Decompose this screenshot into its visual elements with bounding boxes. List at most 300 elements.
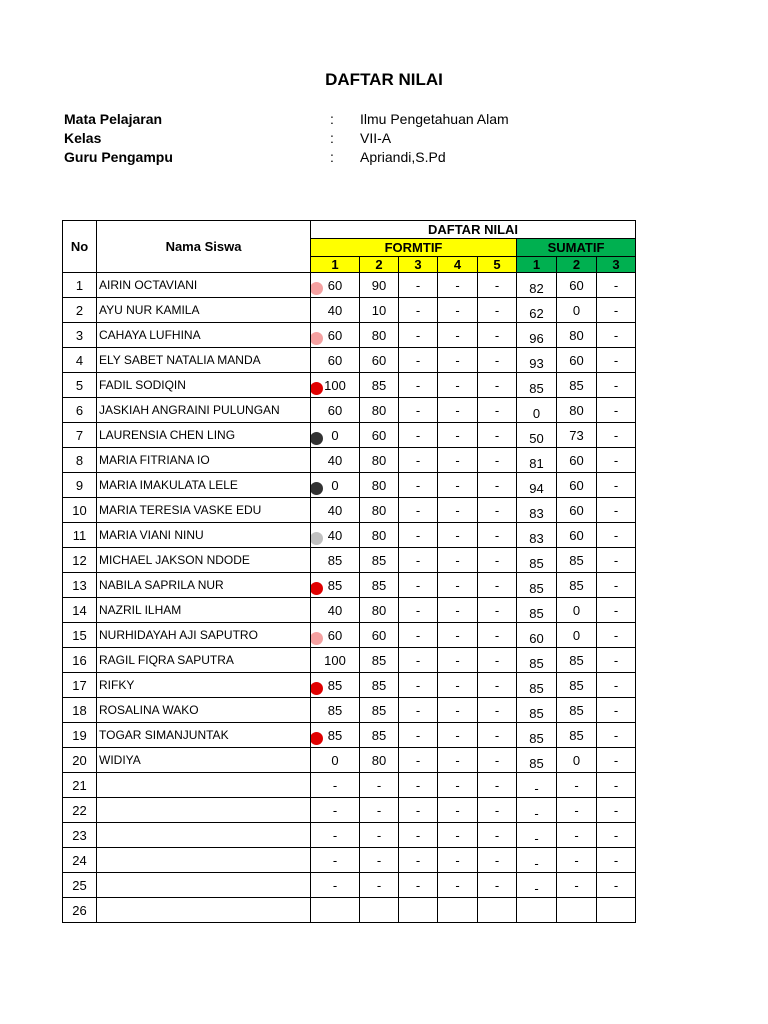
- student-name-text: NURHIDAYAH AJI SAPUTRO: [99, 628, 258, 642]
- formtif-score-5-text: -: [494, 652, 500, 668]
- sumatif-score-3-text: -: [613, 302, 619, 318]
- sumatif-score-3-text: -: [613, 652, 619, 668]
- formtif-score-2-text: 85: [371, 677, 387, 693]
- marker-dot: [311, 582, 324, 595]
- formtif-score-5: [478, 348, 517, 373]
- row-number: [63, 573, 97, 598]
- sumatif-score-2: [557, 748, 597, 773]
- table-row: [63, 623, 636, 648]
- sumatif-score-1-text: 60: [529, 630, 544, 646]
- sumatif-score-1-text: 82: [529, 280, 544, 296]
- formtif-score-1-text: 85: [327, 677, 343, 693]
- formtif-score-1: [311, 898, 360, 923]
- formtif-score-1: [311, 548, 360, 573]
- formtif-score-3-text: -: [415, 377, 421, 393]
- marker-dot: [311, 332, 324, 345]
- formtif-score-2-text: 85: [371, 577, 387, 593]
- student-name: [97, 473, 311, 498]
- formtif-score-5-text: -: [494, 502, 500, 518]
- student-name: [97, 723, 311, 748]
- row-number: [63, 723, 97, 748]
- sumatif-score-2-text: 80: [569, 327, 584, 343]
- formtif-score-4: [438, 448, 478, 473]
- formtif-score-3-text: -: [415, 402, 421, 418]
- student-name: [97, 773, 311, 798]
- sumatif-score-2: [557, 648, 597, 673]
- sumatif-score-2: [557, 473, 597, 498]
- formtif-score-3-text: -: [415, 427, 421, 443]
- formtif-score-5: [478, 398, 517, 423]
- sumatif-score-3: [597, 423, 636, 448]
- formtif-score-4-text: -: [455, 277, 460, 293]
- row-number: [63, 523, 97, 548]
- formtif-score-3-text: -: [415, 877, 421, 893]
- sumatif-score-3: [597, 548, 636, 573]
- formtif-score-3-text: -: [415, 302, 421, 318]
- formtif-score-1: [311, 723, 360, 748]
- formtif-score-5-text: -: [494, 727, 500, 743]
- formtif-score-4: [438, 298, 478, 323]
- sumatif-score-1-text: 83: [529, 505, 544, 521]
- formtif-score-5: [478, 548, 517, 573]
- student-name: [97, 598, 311, 623]
- student-name-text: RAGIL FIQRA SAPUTRA: [99, 653, 234, 667]
- formtif-score-5-text: -: [494, 527, 500, 543]
- student-name: [97, 448, 311, 473]
- table-row: [63, 573, 636, 598]
- formtif-score-1-text: 40: [327, 527, 343, 543]
- sumatif-score-3-text: -: [613, 402, 619, 418]
- sumatif-score-3-text: -: [613, 752, 619, 768]
- formtif-score-4-text: -: [455, 702, 460, 718]
- sumatif-score-2-text: 85: [569, 377, 584, 393]
- student-name: [97, 698, 311, 723]
- student-name: [97, 673, 311, 698]
- sumatif-score-2: [557, 498, 597, 523]
- formtif-score-1: [311, 748, 360, 773]
- formtif-score-4: [438, 873, 478, 898]
- formtif-score-2-text: -: [376, 802, 382, 818]
- formtif-score-4-text: -: [455, 652, 460, 668]
- formtif-score-3-text: -: [415, 652, 421, 668]
- row-number: [63, 373, 97, 398]
- sumatif-score-2: [557, 423, 597, 448]
- row-number: [63, 423, 97, 448]
- sumatif-score-2-text: 85: [569, 652, 584, 668]
- formtif-score-1-text: 100: [324, 652, 346, 668]
- sumatif-score-1-text: -: [534, 830, 539, 846]
- formtif-score-4-text: -: [455, 752, 460, 768]
- formtif-score-2: [360, 823, 399, 848]
- formtif-score-2-text: -: [376, 877, 382, 893]
- student-name: [97, 873, 311, 898]
- formtif-score-1-text: 0: [331, 427, 339, 443]
- student-name-text: AIRIN OCTAVIANI: [99, 278, 198, 292]
- formtif-score-5-text: -: [494, 327, 500, 343]
- formtif-score-4: [438, 848, 478, 873]
- formtif-score-2-text: -: [376, 852, 382, 868]
- formtif-score-5-text: -: [494, 277, 500, 293]
- formtif-score-2-text: 85: [371, 652, 387, 668]
- sumatif-score-1-text: 85: [529, 755, 544, 771]
- sumatif-score-2-text: 0: [572, 627, 581, 643]
- student-name-text: MICHAEL JAKSON NDODE: [99, 553, 250, 567]
- formtif-score-1: [311, 698, 360, 723]
- formtif-score-1-text: -: [332, 877, 338, 893]
- formtif-score-1: [311, 523, 360, 548]
- student-name: [97, 798, 311, 823]
- formtif-score-2-text: -: [376, 777, 382, 793]
- formtif-score-1: [311, 798, 360, 823]
- formtif-score-4-text: -: [455, 677, 460, 693]
- sumatif-score-2-text: -: [574, 877, 579, 893]
- sumatif-col-3: 3: [597, 257, 636, 273]
- sumatif-score-2: [557, 373, 597, 398]
- formtif-score-1-text: 40: [327, 452, 343, 468]
- formtif-score-5: [478, 873, 517, 898]
- formtif-score-2: [360, 273, 399, 298]
- formtif-score-4: [438, 823, 478, 848]
- sumatif-score-3-text: -: [613, 877, 619, 893]
- student-name: [97, 273, 311, 298]
- row-number: [63, 873, 97, 898]
- formtif-score-1: [311, 448, 360, 473]
- formtif-score-3-text: -: [415, 777, 421, 793]
- sumatif-score-2-text: 0: [572, 302, 581, 318]
- sumatif-score-3: [597, 623, 636, 648]
- sumatif-score-2: [557, 398, 597, 423]
- sumatif-score-3: [597, 673, 636, 698]
- formtif-score-4: [438, 748, 478, 773]
- sumatif-score-1-text: 81: [529, 455, 544, 471]
- formtif-score-1-text: 60: [327, 277, 343, 293]
- formtif-score-3: [399, 873, 438, 898]
- formtif-score-1: [311, 348, 360, 373]
- formtif-score-5-text: -: [494, 577, 500, 593]
- formtif-score-2: [360, 648, 399, 673]
- sumatif-score-3: [597, 348, 636, 373]
- sumatif-score-2: [557, 598, 597, 623]
- formtif-score-5-text: -: [494, 852, 500, 868]
- sumatif-score-2-text: 60: [569, 277, 584, 293]
- row-number: [63, 823, 97, 848]
- row-number-text: 4: [75, 352, 84, 368]
- sumatif-score-2: [557, 873, 597, 898]
- formtif-score-3: [399, 748, 438, 773]
- formtif-score-3-text: -: [415, 827, 421, 843]
- sumatif-score-2: [557, 523, 597, 548]
- formtif-score-1-text: 85: [327, 577, 343, 593]
- formtif-score-2: [360, 673, 399, 698]
- table-row: [63, 748, 636, 773]
- formtif-score-2: [360, 323, 399, 348]
- row-number-text: 21: [72, 777, 87, 793]
- sumatif-score-3: [597, 273, 636, 298]
- formtif-score-5-text: -: [494, 602, 500, 618]
- formtif-col-2: 2: [360, 257, 399, 273]
- formtif-score-5: [478, 648, 517, 673]
- name-header: Nama Siswa: [97, 221, 311, 273]
- student-name: [97, 648, 311, 673]
- formtif-score-2: [360, 598, 399, 623]
- sumatif-score-2-text: 60: [569, 527, 584, 543]
- sumatif-score-2-text: -: [574, 827, 579, 843]
- formtif-score-3: [399, 323, 438, 348]
- formtif-score-3-text: -: [415, 627, 421, 643]
- formtif-score-2: [360, 523, 399, 548]
- sumatif-score-1-text: 85: [529, 730, 544, 746]
- sumatif-score-3-text: -: [613, 602, 619, 618]
- formtif-score-4-text: -: [455, 352, 460, 368]
- formtif-score-4: [438, 623, 478, 648]
- formtif-score-3: [399, 273, 438, 298]
- row-number: [63, 548, 97, 573]
- row-number-text: 5: [75, 377, 84, 393]
- formtif-score-5-text: -: [494, 352, 500, 368]
- student-name: [97, 373, 311, 398]
- sumatif-score-1: [517, 773, 557, 798]
- student-name-text: CAHAYA LUFHINA: [99, 328, 201, 342]
- formtif-score-2-text: 80: [371, 502, 387, 518]
- sumatif-score-1: [517, 573, 557, 598]
- formtif-score-1: [311, 273, 360, 298]
- table-row: [63, 423, 636, 448]
- formtif-score-1-text: 85: [327, 727, 343, 743]
- formtif-score-1: [311, 598, 360, 623]
- row-number-text: 15: [72, 627, 87, 643]
- sumatif-score-3: [597, 723, 636, 748]
- row-number-text: 13: [72, 577, 87, 593]
- formtif-score-3-text: -: [415, 727, 421, 743]
- student-name-text: FADIL SODIQIN: [99, 378, 186, 392]
- formtif-score-5: [478, 573, 517, 598]
- formtif-col-3: 3: [399, 257, 438, 273]
- formtif-score-4: [438, 273, 478, 298]
- sumatif-score-1: [517, 873, 557, 898]
- student-name-text: MARIA IMAKULATA LELE: [99, 478, 238, 492]
- table-row: [63, 723, 636, 748]
- formtif-score-3: [399, 548, 438, 573]
- formtif-score-5: [478, 323, 517, 348]
- student-name-text: NAZRIL ILHAM: [99, 603, 182, 617]
- sumatif-score-1-text: 96: [529, 330, 544, 346]
- sumatif-score-1-text: 94: [529, 480, 544, 496]
- formtif-score-1-text: 60: [327, 402, 343, 418]
- sumatif-score-2-text: -: [574, 802, 579, 818]
- formtif-score-2-text: 80: [371, 327, 387, 343]
- sumatif-score-1: [517, 498, 557, 523]
- student-name: [97, 898, 311, 923]
- row-number-text: 14: [72, 602, 87, 618]
- sumatif-score-3: [597, 323, 636, 348]
- formtif-score-4: [438, 373, 478, 398]
- sumatif-score-2-text: 60: [569, 352, 584, 368]
- student-name-text: AYU NUR KAMILA: [99, 303, 200, 317]
- sumatif-score-1-text: 93: [529, 355, 544, 371]
- sumatif-score-3: [597, 823, 636, 848]
- table-row: [63, 473, 636, 498]
- formtif-score-3: [399, 348, 438, 373]
- formtif-score-2: [360, 398, 399, 423]
- formtif-score-4-text: -: [455, 827, 460, 843]
- row-number-text: 24: [72, 852, 87, 868]
- formtif-score-2-text: 10: [371, 302, 387, 318]
- formtif-score-5-text: -: [494, 752, 500, 768]
- sumatif-score-1-text: -: [534, 880, 539, 896]
- formtif-score-1-text: 40: [327, 602, 343, 618]
- sumatif-score-1: [517, 373, 557, 398]
- row-number-text: 22: [72, 802, 87, 818]
- page-title: DAFTAR NILAI: [325, 70, 443, 89]
- student-name: [97, 848, 311, 873]
- sumatif-score-1: [517, 623, 557, 648]
- formtif-col-1: 1: [311, 257, 360, 273]
- formtif-score-3-text: -: [415, 702, 421, 718]
- row-number: [63, 673, 97, 698]
- info-value-guru-pengampu: Apriandi,S.Pd: [360, 149, 446, 165]
- row-number-text: 17: [72, 677, 87, 693]
- sumatif-score-3: [597, 898, 636, 923]
- formtif-score-4-text: -: [455, 477, 460, 493]
- marker-dot: [311, 282, 324, 295]
- formtif-score-2: [360, 573, 399, 598]
- info-colon: :: [330, 149, 334, 165]
- grades-table: [62, 220, 636, 923]
- formtif-score-2-text: 90: [371, 277, 387, 293]
- row-number: [63, 798, 97, 823]
- formtif-score-3-text: -: [415, 477, 421, 493]
- formtif-score-2: [360, 873, 399, 898]
- row-number: [63, 898, 97, 923]
- row-number: [63, 623, 97, 648]
- sumatif-score-2: [557, 573, 597, 598]
- row-number-text: 6: [75, 402, 84, 418]
- row-number: [63, 298, 97, 323]
- row-number: [63, 473, 97, 498]
- table-row: [63, 323, 636, 348]
- formtif-score-2: [360, 448, 399, 473]
- formtif-score-3: [399, 823, 438, 848]
- formtif-score-2: [360, 423, 399, 448]
- sumatif-score-2: [557, 348, 597, 373]
- sumatif-score-3: [597, 698, 636, 723]
- sumatif-score-3: [597, 498, 636, 523]
- sumatif-score-1: [517, 448, 557, 473]
- sumatif-score-1-text: -: [534, 805, 539, 821]
- sumatif-score-1: [517, 473, 557, 498]
- student-name: [97, 523, 311, 548]
- formtif-score-2-text: 60: [371, 352, 387, 368]
- row-number-text: 20: [72, 752, 87, 768]
- table-row: [63, 848, 636, 873]
- formtif-score-3: [399, 623, 438, 648]
- formtif-score-4-text: -: [455, 602, 460, 618]
- formtif-score-1: [311, 848, 360, 873]
- sumatif-score-3-text: -: [613, 852, 619, 868]
- sumatif-score-1-text: 62: [529, 305, 544, 321]
- row-number: [63, 323, 97, 348]
- formtif-score-4-text: -: [455, 527, 460, 543]
- sumatif-score-3: [597, 873, 636, 898]
- formtif-score-2: [360, 298, 399, 323]
- formtif-score-1-text: -: [332, 827, 338, 843]
- sumatif-score-3-text: -: [613, 502, 619, 518]
- formtif-score-5-text: -: [494, 702, 500, 718]
- formtif-score-4-text: -: [455, 552, 460, 568]
- formtif-score-3: [399, 648, 438, 673]
- formtif-score-3-text: -: [415, 527, 421, 543]
- student-name-text: MARIA FITRIANA IO: [99, 453, 210, 467]
- formtif-score-2: [360, 473, 399, 498]
- formtif-score-4-text: -: [455, 777, 460, 793]
- formtif-score-2-text: 80: [371, 452, 387, 468]
- sumatif-score-3-text: -: [613, 352, 619, 368]
- sumatif-score-3-text: -: [613, 627, 619, 643]
- formtif-score-4: [438, 548, 478, 573]
- student-name: [97, 573, 311, 598]
- formtif-score-4: [438, 773, 478, 798]
- formtif-score-2: [360, 748, 399, 773]
- formtif-score-1: [311, 673, 360, 698]
- student-name-text: LAURENSIA CHEN LING: [99, 428, 236, 442]
- formtif-score-1-text: 40: [327, 302, 343, 318]
- row-number: [63, 348, 97, 373]
- sumatif-score-3-text: -: [613, 452, 619, 468]
- sumatif-score-2-text: 85: [569, 677, 584, 693]
- sumatif-score-3-text: -: [613, 577, 619, 593]
- sumatif-score-1: [517, 823, 557, 848]
- group-header: DAFTAR NILAI: [311, 221, 636, 239]
- sumatif-score-1-text: 83: [529, 530, 544, 546]
- formtif-score-3-text: -: [415, 602, 421, 618]
- sumatif-score-3-text: -: [613, 327, 619, 343]
- formtif-score-5: [478, 373, 517, 398]
- row-number: [63, 648, 97, 673]
- formtif-score-1: [311, 823, 360, 848]
- formtif-header: FORMTIF: [311, 239, 517, 257]
- formtif-score-2-text: 80: [371, 402, 387, 418]
- student-name-text: MARIA VIANI NINU: [99, 528, 204, 542]
- marker-dot: [311, 382, 324, 395]
- formtif-score-1: [311, 773, 360, 798]
- sumatif-score-2: [557, 548, 597, 573]
- formtif-score-4: [438, 498, 478, 523]
- info-label-kelas: Kelas: [64, 130, 102, 146]
- sumatif-score-3: [597, 748, 636, 773]
- row-number-text: 8: [75, 452, 84, 468]
- sumatif-score-1: [517, 323, 557, 348]
- sumatif-score-3-text: -: [613, 677, 619, 693]
- table-row: [63, 648, 636, 673]
- info-colon: :: [330, 111, 334, 127]
- formtif-score-1-text: 0: [331, 477, 339, 493]
- formtif-score-5: [478, 773, 517, 798]
- info-value-mata-pelajaran: Ilmu Pengetahuan Alam: [360, 111, 509, 127]
- formtif-score-3: [399, 448, 438, 473]
- sumatif-score-1: [517, 748, 557, 773]
- formtif-score-4: [438, 798, 478, 823]
- formtif-score-1-text: 100: [324, 377, 346, 393]
- row-number-text: 9: [75, 477, 84, 493]
- sumatif-score-2-text: 85: [569, 727, 584, 743]
- formtif-score-2: [360, 798, 399, 823]
- sumatif-score-2-text: 85: [569, 552, 584, 568]
- formtif-score-4: [438, 323, 478, 348]
- formtif-score-2-text: 85: [371, 377, 387, 393]
- marker-dot: [311, 632, 324, 645]
- sumatif-col-1: 1: [517, 257, 557, 273]
- row-number-text: 11: [72, 527, 87, 543]
